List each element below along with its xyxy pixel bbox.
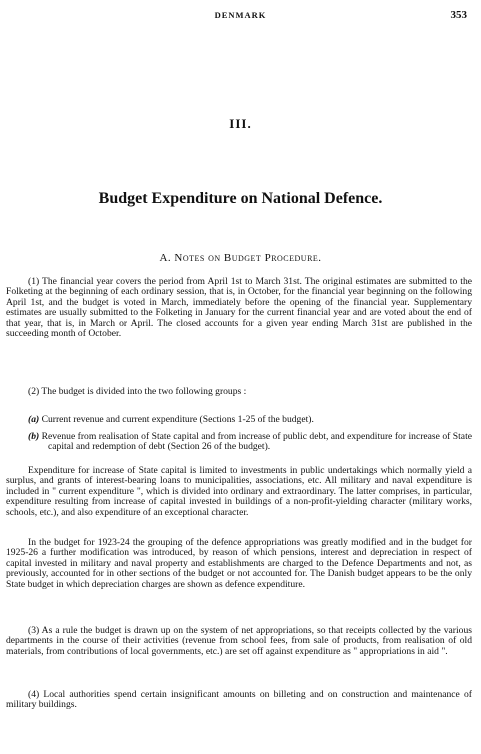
paragraph-1: (1) The financial year covers the period from April 1st to March 31st. The original estimates are submitted to the Folketing at the beginning of each ordinary session, that is, in October, for the financial year beginning on the following April 1st, and the budget is voted in March, immediately before the opening of the financial year. Supplementary estimates are usually submitted to the Folketing in January for the current financial year and are voted about the end of that year, that is, in March or April. The closed accounts for a given year ending March 31st are published in the succeeding month of October. — [6, 276, 472, 340]
section-heading: A. Notes on Budget Procedure. — [159, 252, 322, 264]
paragraph-2-continued-2: In the budget for 1923-24 the grouping of the defence appropriations was greatly modified and in the budget for 1925-26 a further modification was introduced, by reason of which pensions, interest and depreciation in respect of capital invested in military and naval property and establishments are charged to the Defence Departments and not, as previously, accounted for in other sections of the budget or not accounted for. The Danish budget appears to be the only State budget in which depreciation charges are shown as defence expenditure. — [6, 537, 472, 590]
page-title: Budget Expenditure on National Defence. — [98, 190, 383, 207]
list-item-a-label: (a) — [28, 414, 40, 425]
part-heading: III. — [229, 116, 252, 131]
list-item-a — [28, 414, 472, 425]
page-number: 353 — [450, 9, 467, 21]
list-item-b-text: Revenue from realisation of State capital and from increase of public debt, and expenditure for increase of State capital and redemption of debt (Section 26 of the budget). — [41, 431, 472, 453]
paragraph-4: (4) Local authorities spend certain insignificant amounts on billeting and on construction and maintenance of military buildings. — [6, 689, 472, 711]
list-item-b — [28, 431, 472, 453]
list-item-a-text: Current revenue and current expenditure (Sections 1-25 of the budget). — [41, 414, 314, 425]
paragraph-3: (3) As a rule the budget is drawn up on the system of net appropriations, so that receipts collected by the various departments in the course of their activities (revenue from school fees, from sale of products, from realisation of old materials, from contributions of local governments, etc.) are set off against expenditure as " appropriations in aid ". — [6, 625, 472, 657]
list-item-b-label: (b) — [28, 431, 40, 442]
paragraph-2-continued-1: Expenditure for increase of State capital is limited to investments in public undertakings which normally yield a surplus, and grants of interest-bearing loans to municipalities, associations, etc. All military and naval expenditure is included in " current expenditure ", which is divided into ordinary and extraordinary. The latter comprises, in particular, expenditure resulting from increase of capital invested in buildings of a non-profit-yielding character (military works, schools, etc.), and also expenditure of an exceptional character. — [6, 465, 472, 518]
paragraph-2-intro: (2) The budget is divided into the two following groups : — [28, 386, 247, 397]
page-header — [0, 10, 481, 26]
running-head: DENMARK — [214, 10, 267, 20]
